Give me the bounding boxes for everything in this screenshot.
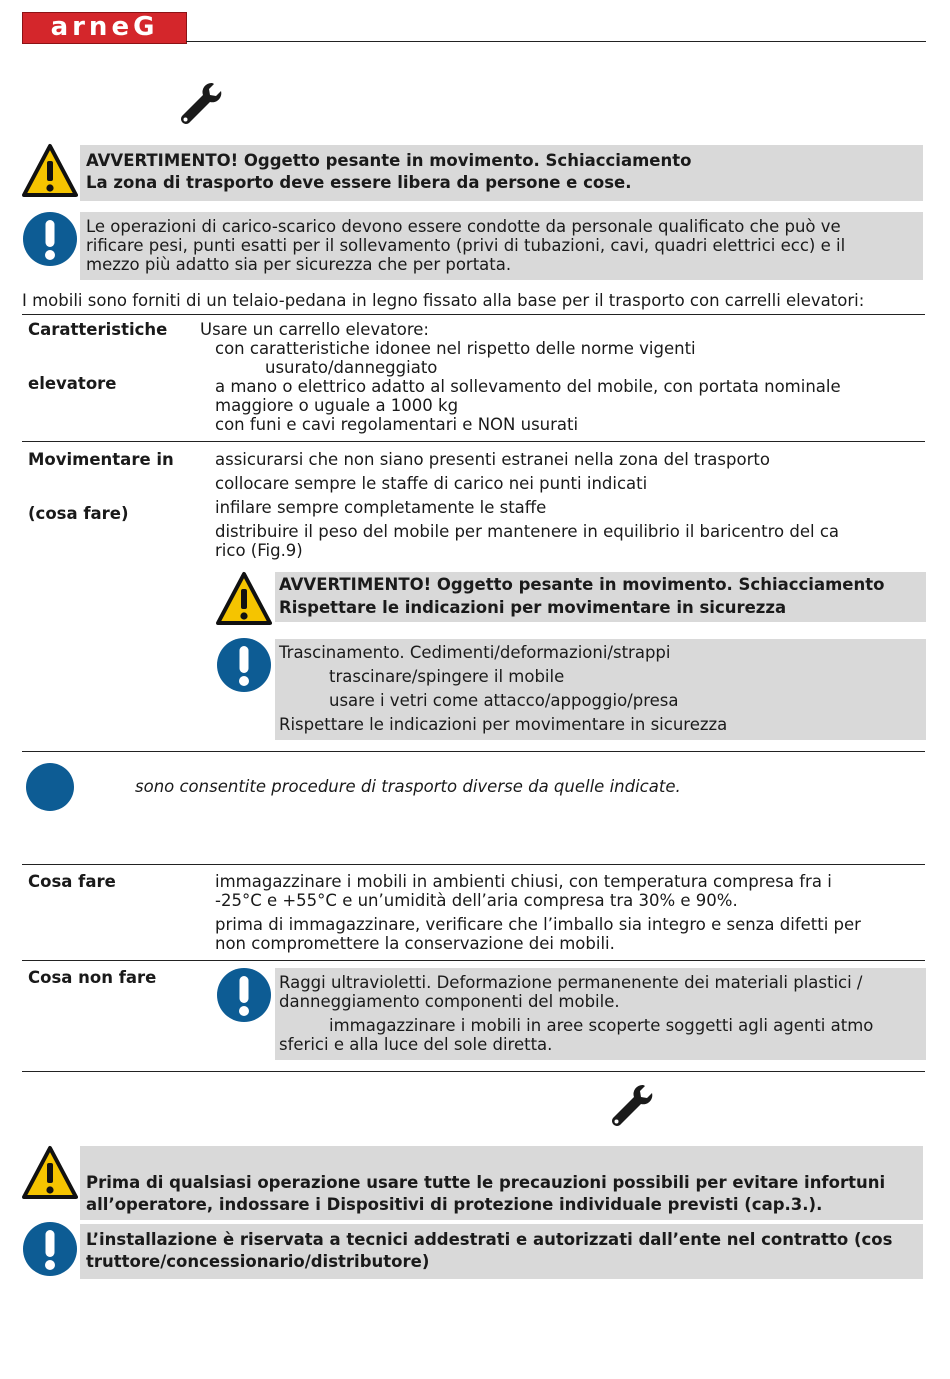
mandatory-note-box — [275, 968, 926, 1060]
table-rule — [22, 864, 925, 865]
mandatory-note-box — [80, 212, 923, 280]
table-rule — [22, 1071, 925, 1072]
note-line: usare i vetri come attacco/appoggio/presa — [329, 691, 679, 710]
storage-line: immagazzinare i mobili in ambienti chiusi, con temperatura compresa fra i — [215, 872, 832, 891]
list-item: con funi e cavi regolamentari e NON usurati — [215, 415, 579, 434]
list-item: con caratteristiche idonee nel rispetto delle norme vigenti — [215, 339, 696, 358]
warning-box — [80, 1146, 923, 1220]
wrench-icon — [605, 1082, 655, 1132]
note-line: trascinare/spingere il mobile — [329, 667, 565, 686]
row-label: (cosa fare) — [28, 504, 129, 523]
list-item: infilare sempre completamente le staffe — [215, 498, 547, 517]
list-item: distribuire il peso del mobile per mantenere in equilibrio il baricentro del ca — [215, 522, 840, 541]
note-line: Raggi ultravioletti. Deformazione permanenente dei materiali plastici / — [279, 973, 863, 992]
storage-line: non compromettere la conservazione dei mobili. — [215, 934, 615, 953]
row-label: elevatore — [28, 374, 117, 393]
warning-triangle-icon — [22, 143, 78, 199]
table-rule — [22, 441, 925, 442]
table-rule — [22, 314, 925, 315]
brand-logo: arneG — [22, 12, 187, 44]
warning-line: Prima di qualsiasi operazione usare tutte le precauzioni possibili per evitare infortuni — [86, 1173, 886, 1192]
storage-line: prima di immagazzinare, verificare che l’imballo sia integro e senza difetti per — [215, 915, 861, 934]
info-note-text: sono consentite procedure di trasporto diverse da quelle indicate. — [135, 777, 681, 796]
list-item: collocare sempre le staffe di carico nei punti indicati — [215, 474, 648, 493]
note-line: immagazzinare i mobili in aree scoperte soggetti agli agenti atmo — [329, 1016, 874, 1035]
note-line: truttore/concessionario/distributore) — [86, 1252, 430, 1271]
warning-text: La zona di trasporto deve essere libera da persone e cose. — [86, 173, 632, 192]
table-rule — [22, 960, 925, 961]
note-line: sferici e alla luce del sole diretta. — [279, 1035, 553, 1054]
row-label: Cosa fare — [28, 872, 116, 891]
list-item: usurato/danneggiato — [265, 358, 438, 377]
wrench-icon — [174, 80, 224, 130]
warning-triangle-icon — [22, 1145, 78, 1201]
mandatory-note-box — [80, 1224, 923, 1279]
list-item: a mano o elettrico adatto al sollevamento del mobile, con portata nominale — [215, 377, 841, 396]
list-item: assicurarsi che non siano presenti estranei nella zona del trasporto — [215, 450, 770, 469]
note-line: danneggiamento componenti del mobile. — [279, 992, 620, 1011]
note-line: mezzo più adatto sia per sicurezza che per portata. — [86, 255, 512, 274]
mandatory-note-box — [275, 639, 926, 740]
note-line: L’installazione è riservata a tecnici addestrati e autorizzati dall’ente nel contratto (cos — [86, 1230, 893, 1249]
warning-box — [275, 572, 926, 622]
storage-line: -25°C e +55°C e un’umidità dell’aria compresa tra 30% e 90%. — [215, 891, 738, 910]
table-rule — [22, 751, 925, 752]
warning-line: all’operatore, indossare i Dispositivi di protezione individuale previsti (cap.3.). — [86, 1195, 823, 1214]
warning-text: Rispettare le indicazioni per movimentare in sicurezza — [279, 598, 787, 617]
warning-title: AVVERTIMENTO! Oggetto pesante in movimento. Schiacciamento — [86, 151, 692, 170]
list-item: maggiore o uguale a 1000 kg — [215, 396, 459, 415]
row-lead: Usare un carrello elevatore: — [200, 320, 429, 339]
row-label: Movimentare in — [28, 450, 174, 469]
mandatory-exclamation-icon — [22, 1221, 78, 1277]
header-rule — [186, 41, 926, 42]
warning-box — [80, 145, 923, 201]
note-line: Le operazioni di carico-scarico devono essere condotte da personale qualificato che può ve — [86, 217, 841, 236]
note-line: Rispettare le indicazioni per movimentare in sicurezza — [279, 715, 728, 734]
transport-intro: I mobili sono forniti di un telaio-pedana in legno fissato alla base per il trasporto con carrelli elevatori: — [22, 291, 865, 310]
row-label: Caratteristiche — [28, 320, 168, 339]
mandatory-exclamation-icon — [216, 967, 272, 1023]
note-line: rificare pesi, punti esatti per il sollevamento (privi di tubazioni, cavi, quadri elettrici ecc) e il — [86, 236, 846, 255]
info-circle-icon — [26, 763, 74, 811]
note-line: Trascinamento. Cedimenti/deformazioni/strappi — [279, 643, 671, 662]
mandatory-exclamation-icon — [22, 211, 78, 267]
list-item: rico (Fig.9) — [215, 541, 303, 560]
warning-title: AVVERTIMENTO! Oggetto pesante in movimento. Schiacciamento — [279, 575, 885, 594]
warning-triangle-icon — [216, 571, 272, 627]
row-label: Cosa non fare — [28, 968, 157, 987]
mandatory-exclamation-icon — [216, 637, 272, 693]
